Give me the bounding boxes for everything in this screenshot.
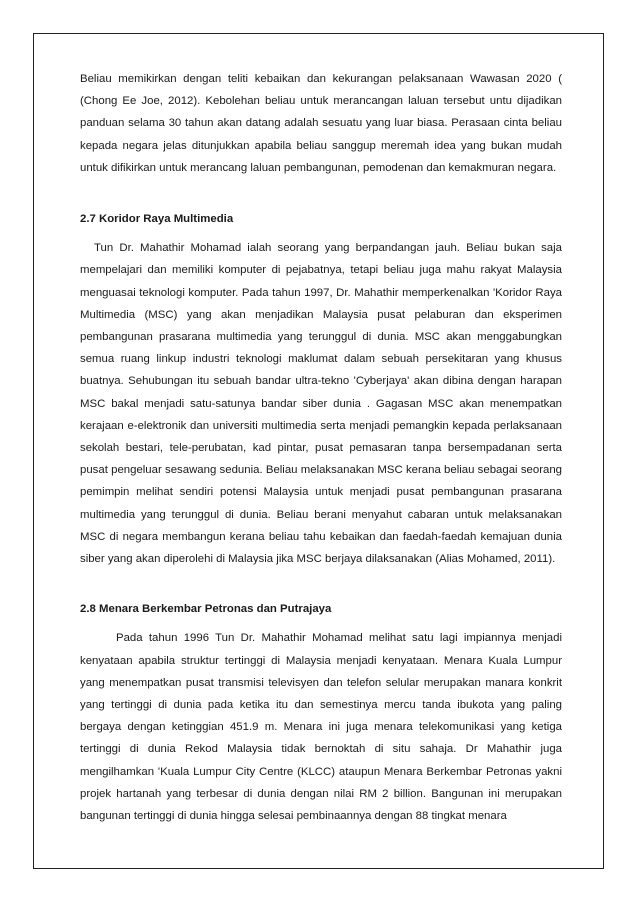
section-heading-menara-berkembar-petronas: 2.8 Menara Berkembar Petronas dan Putrajaya bbox=[80, 603, 332, 616]
section-paragraph-koridor-raya-multimedia: Tun Dr. Mahathir Mohamad ialah seorang yang berpandangan jauh. Beliau bukan saja mempelajari dan memiliki komputer di pejabatnya, tetapi beliau juga mahu rakyat Malaysia menguasai teknologi komputer. Pada tahun 1997, Dr. Mahathir memperkenalkan 'Koridor Raya Multimedia (MSC) yang akan menjadikan Malaysia pusat pelaburan dan eksperimen pembangunan prasarana multimedia yang terunggul di dunia. MSC akan menggabungkan semua ruang linkup industri teknologi maklumat dalam sebuah persekitaran yang khusus buatnya. Sehubungan itu sebuah bandar ultra-tekno 'Cyberjaya' akan dibina dengan harapan MSC bakal menjadi satu-satunya bandar siber dunia . Gagasan MSC akan menempatkan kerajaan e-elektronik dan universiti multimedia serta menjadi pemangkin kepada perlaksanaan sekolah bestari, tele-perubatan, kad pintar, pusat pemasaran tanpa bersempadanan serta pusat pengeluar sesawang sedunia. Beliau melaksanakan MSC kerana beliau sebagai seorang pemimpin melihat sendiri potensi Malaysia untuk menjadi pusat pembangunan prasarana multimedia yang terunggul di dunia. Beliau berani menyahut cabaran untuk melaksanakan MSC di negara membangun kerana beliau tahu kebaikan dan faedah-faedah kemajuan dunia siber yang akan diperolehi di Malaysia jika MSC berjaya dilaksanakan (Alias Mohamed, 2011). bbox=[80, 242, 562, 566]
intro-paragraph: Beliau memikirkan dengan teliti kebaikan dan kekurangan pelaksanaan Wawasan 2020 ( (Chong Ee Joe, 2012). Kebolehan beliau untuk merancangan laluan tersebut untu dijadikan panduan selama 30 tahun akan datang adalah sesuatu yang luar biasa. Perasaan cinta beliau kepada negara jelas ditunjukkan apabila beliau sanggup meremah idea yang bukan mudah untuk difikirkan untuk merancang laluan pembangunan, pemodenan dan kemakmuran negara. bbox=[80, 73, 562, 174]
document-body bbox=[80, 68, 562, 827]
section-heading-koridor-raya-multimedia: 2.7 Koridor Raya Multimedia bbox=[80, 213, 234, 226]
section-paragraph-menara-berkembar-petronas: Pada tahun 1996 Tun Dr. Mahathir Mohamad melihat satu lagi impiannya menjadi kenyataan apabila struktur tertinggi di Malaysia menjadi kenyataan. Menara Kuala Lumpur yang menempatkan pusat transmisi televisyen dan telefon selular merupakan manara konkrit yang tertinggi di dunia pada ketika itu dan semestinya mercu tanda ibukota yang paling bergaya dengan ketinggian 451.9 m. Menara ini juga menara telekomunikasi yang ketiga tertinggi di dunia Rekod Malaysia tidak bernoktah di situ sahaja. Dr Mahathir juga mengilhamkan 'Kuala Lumpur City Centre (KLCC) ataupun Menara Berkembar Petronas yakni projek hartanah yang terbesar di dunia dengan nilai RM 2 billion. Bangunan ini merupakan bangunan tertinggi di dunia hingga selesai pembinaannya dengan 88 tingkat menara bbox=[80, 632, 562, 823]
